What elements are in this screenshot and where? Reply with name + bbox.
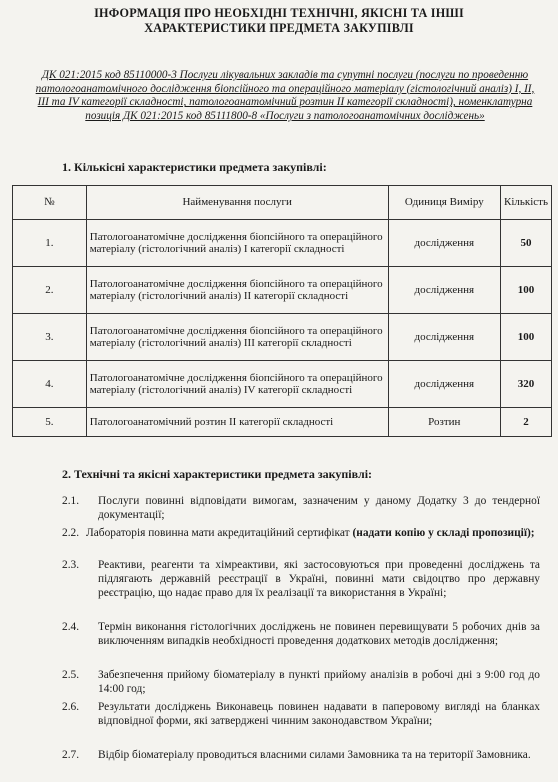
row-unit: дослідження [388,267,500,314]
quantity-table [12,185,552,437]
clause-2-7 [62,748,540,778]
clause-text: Відбір біоматеріалу проводиться власними силами Замовника та на території Замовника. [98,749,531,761]
row-qty: 50 [500,220,551,267]
row-num: 1. [13,220,87,267]
row-num: 3. [13,314,87,361]
row-name: Патологоанатомічне дослідження біопсійного та операційного матеріалу (гістологічний аналіз) III категорії складності [86,314,388,361]
row-unit: дослідження [388,314,500,361]
row-name: Патологоанатомічне дослідження біопсійного та операційного матеріалу (гістологічний аналіз) IV категорії складності [86,361,388,408]
row-unit: дослідження [388,361,500,408]
clause-2-4 [62,620,540,664]
row-qty: 100 [500,267,551,314]
document-intro: ДК 021:2015 код 85110000-3 Послуги лікувальних закладів та супутні послуги (послуги по проведенню патологоанатомічного дослідження біопсійного та операційного матеріалу (гістологічний аналіз) I, II, III та IV категорії складності, патологоанатомічний розтин II категорії складності), номенклатурна позиція ДК 021:2015 код 85111800-8 «Послуги з патологоанатомічних досліджень» [35,69,535,122]
row-qty: 320 [500,361,551,408]
clause-number: 2.3. [62,559,80,571]
clause-text: Реактиви, реагенти та хімреактиви, які застосовуються при проведенні досліджень та підлягають державній реєстрації в Україні, повинні мати свідоцтво про державну реєстрацію, що надає право для їх реалізації та використання в Україні; [98,559,540,599]
row-unit: дослідження [388,220,500,267]
table-row [13,314,552,361]
clause-2-1 [62,494,540,524]
row-qty: 2 [500,408,551,437]
clause-text [86,526,540,540]
col-header-num: № [13,186,87,220]
clause-text-plain: Лабораторія повинна мати акредитаційний сертифікат [86,527,353,539]
table-row [13,220,552,267]
col-header-unit: Одиниця Виміру [388,186,500,220]
row-qty: 100 [500,314,551,361]
clause-text: Забезпечення прийому біоматеріалу в пункті прийому аналізів в робочі дні з 9:00 год до 14:00 год; [98,669,540,695]
clause-2-3 [62,558,540,616]
row-name: Патологоанатомічне дослідження біопсійного та операційного матеріалу (гістологічний аналіз) I категорії складності [86,220,388,267]
clause-2-6 [62,700,540,744]
row-unit: Розтин [388,408,500,437]
clause-number: 2.7. [62,749,80,761]
clause-number: 2.5. [62,669,80,681]
table-row [13,408,552,437]
clause-number: 2.2. [62,527,80,539]
clause-text: Послуги повинні відповідати вимогам, зазначеним у даному Додатку 3 до тендерної документації; [98,495,540,521]
row-num: 4. [13,361,87,408]
clause-number: 2.1. [62,495,80,507]
clause-number: 2.4. [62,621,80,633]
clause-text: Термін виконання гістологічних досліджень не повинен перевищувати 5 робочих днів за виключенням випадків необхідності проведення додаткових методів дослідження; [98,621,540,647]
col-header-name: Найменування послуги [86,186,388,220]
row-num: 5. [13,408,87,437]
table-row [13,267,552,314]
col-header-qty: Кількість [500,186,551,220]
row-name: Патологоанатомічний розтин II категорії складності [86,408,388,437]
clause-2-2 [62,526,540,556]
clause-text-bold: (надати копію у складі пропозиції); [352,527,535,539]
document-title: ІНФОРМАЦІЯ ПРО НЕОБХІДНІ ТЕХНІЧНІ, ЯКІСНІ ТА ІНШІ ХАРАКТЕРИСТИКИ ПРЕДМЕТА ЗАКУПІВЛІ [94,6,464,35]
row-name: Патологоанатомічне дослідження біопсійного та операційного матеріалу (гістологічний аналіз) II категорії складності [86,267,388,314]
section-2-heading: 2. Технічні та якісні характеристики предмета закупівлі: [62,467,373,481]
clause-number: 2.6. [62,701,80,713]
row-num: 2. [13,267,87,314]
table-row [13,361,552,408]
section-1-heading: 1. Кількісні характеристики предмета закупівлі: [62,160,327,174]
clause-2-5 [62,668,540,698]
clause-text: Результати досліджень Виконавець повинен надавати в паперовому вигляді на бланках відповідної форми, які затверджені чинним законодавством України; [98,701,540,727]
table-header-row [13,186,552,220]
